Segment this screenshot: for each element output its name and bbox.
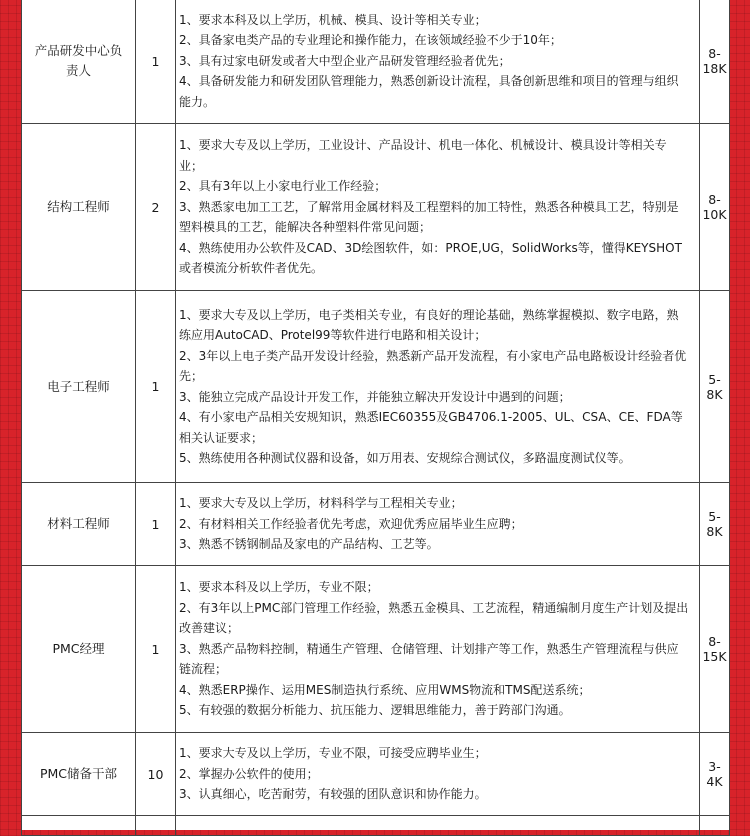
requirement-item: 3、熟悉家电加工工艺，了解常用金属材料及工程塑料的加工特性，熟悉各种模具工艺，特别是塑料模具的工艺，能解决各种塑料件常见问题； [179,199,679,235]
table-row-partial [22,816,730,836]
requirement-item: 4、具备研发能力和研发团队管理能力，熟悉创新设计流程，具备创新思维和项目的管理与组织能力。 [179,74,679,109]
headcount: 1 [136,0,176,124]
job-title: 结构工程师 [22,124,136,291]
table-row [22,0,730,124]
requirement-item: 1、要求本科及以上学历，专业不限； [179,580,379,595]
requirement-item: 3、认真细心，吃苦耐劳，有较强的团队意识和协作能力。 [179,787,487,802]
job-listing-table [21,0,730,836]
job-requirements [176,566,700,733]
job-table-sheet [21,0,730,830]
requirement-item: 1、要求大专及以上学历，材料科学与工程相关专业； [179,496,463,511]
table-row [22,733,730,816]
requirement-item: 3、能独立完成产品设计开发工作，并能独立解决开发设计中遇到的问题； [179,389,571,404]
job-requirements [176,0,700,124]
requirement-item: 3、熟悉不锈钢制品及家电的产品结构、工艺等。 [179,537,439,552]
salary-range: 8-15K [700,566,730,733]
table-row [22,483,730,566]
salary-range: 5-8K [700,483,730,566]
table-row [22,291,730,483]
table-row [22,566,730,733]
job-title: 电子工程师 [22,291,136,483]
requirement-item: 5、有较强的数据分析能力、抗压能力、逻辑思维能力，善于跨部门沟通。 [179,703,571,718]
requirement-item: 3、具有过家电研发或者大中型企业产品研发管理经验者优先； [179,53,511,68]
requirement-item: 2、掌握办公软件的使用； [179,766,319,781]
headcount: 2 [136,124,176,291]
headcount: 1 [136,291,176,483]
requirement-item: 2、有3年以上PMC部门管理工作经验，熟悉五金模具、工艺流程，精通编制月度生产计划及提出改善建议； [179,600,689,636]
job-requirements [176,483,700,566]
requirement-item: 1、要求本科及以上学历，机械、模具、设计等相关专业； [179,12,487,27]
requirement-item: 2、3年以上电子类产品开发设计经验，熟悉新产品开发流程，有小家电产品电路板设计经验者优先； [179,348,687,383]
requirement-item: 1、要求大专及以上学历，专业不限，可接受应聘毕业生； [179,746,487,761]
headcount: 10 [136,733,176,816]
salary-range: 3-4K [700,733,730,816]
table-row [22,124,730,291]
requirement-item: 1、要求大专及以上学历，工业设计、产品设计、机电一体化、机械设计、模具设计等相关专业； [179,138,667,173]
requirement-item: 5、熟练使用各种测试仪器和设备，如万用表、安规综合测试仪，多路温度测试仪等。 [179,451,631,465]
requirement-item: 2、具有3年以上小家电行业工作经验； [179,179,387,194]
headcount: 1 [136,566,176,733]
requirement-item: 4、熟练使用办公软件及CAD、3D绘图软件，如：PROE,UG，SolidWorks等，懂得KEYSHOT或者模流分析软件者优先。 [179,240,682,276]
requirement-item: 2、具备家电类产品的专业理论和操作能力，在该领域经验不少于10年； [179,33,562,48]
job-title: 材料工程师 [22,483,136,566]
requirement-item: 4、熟悉ERP操作、运用MES制造执行系统、应用WMS物流和TMS配送系统； [179,682,591,697]
job-title: 产品研发中心负责人 [22,0,136,124]
requirement-item: 4、有小家电产品相关安规知识，熟悉IEC60355及GB4706.1-2005、UL、CSA、CE、FDA等相关认证要求； [179,410,683,445]
job-title: PMC储备干部 [22,733,136,816]
job-title: PMC经理 [22,566,136,733]
requirement-item: 1、要求大专及以上学历，电子类相关专业，有良好的理论基础，熟练掌握模拟、数字电路，熟练应用AutoCAD、Protel99等软件进行电路和相关设计； [179,307,679,342]
salary-range: 5-8K [700,291,730,483]
job-requirements [176,291,700,483]
job-requirements [176,124,700,291]
headcount: 1 [136,483,176,566]
salary-range: 8-10K [700,124,730,291]
requirement-item: 3、熟悉产品物料控制，精通生产管理、仓储管理、计划排产等工作，熟悉生产管理流程与供应链流程； [179,641,679,677]
requirement-item: 2、有材料相关工作经验者优先考虑，欢迎优秀应届毕业生应聘； [179,516,523,531]
job-requirements [176,733,700,816]
salary-range: 8-18K [700,0,730,124]
